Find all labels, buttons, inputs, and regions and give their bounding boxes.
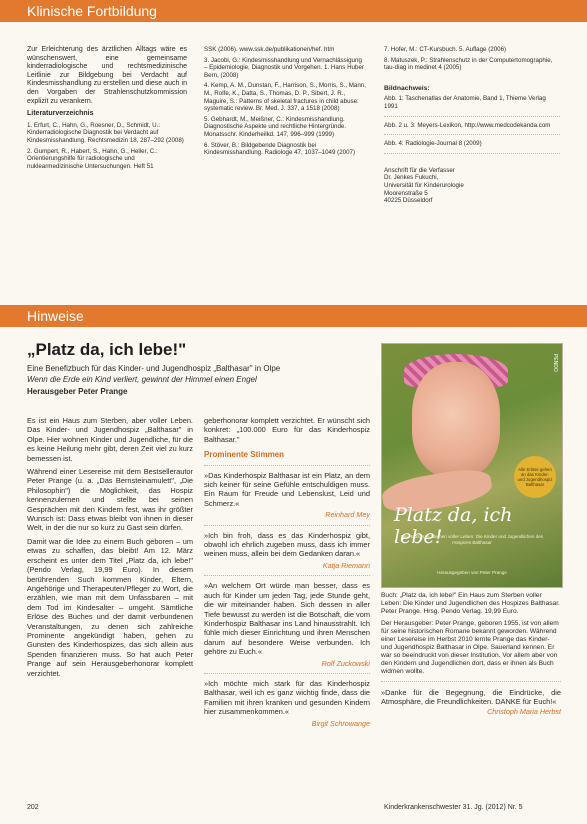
reference-6: 6. Stöver, B.: Bildgebende Diagnostik bei Kindesmisshandlung. Radiologe 47, 1037–1049 (2007) <box>204 141 356 157</box>
section-title-top: Klinische Fortbildung <box>27 3 157 19</box>
section-band-hinweise <box>0 305 587 327</box>
image-credits-heading: Bildnachweis: <box>384 84 430 92</box>
article-editor-line: Herausgeber Peter Prange <box>27 387 128 396</box>
image-credit-1: Abb. 1: Taschenatlas der Anatomie, Band 1, Thieme Verlag 1991 <box>384 95 546 110</box>
image-credit-3: Abb. 4: Radiologie-Journal 8 (2009) <box>384 140 482 148</box>
quote-author: Katja Riemann <box>322 560 370 570</box>
book-publisher: PENDO <box>552 354 558 372</box>
address-line: Moorenstraße 5 <box>384 189 428 197</box>
quote-text: »Ich bin froh, dass es das Kinderhospiz gibt, obwohl ich ehrlich zugeben muss, dass ich immer weinen muss, allein bei dem Gedanken daran.« <box>204 530 370 559</box>
book-editor: Herausgegeben von Peter Prange <box>437 570 507 575</box>
literature-heading: Literaturverzeichnis <box>27 110 94 118</box>
reference-4: 4. Kemp, A. M., Dunstan, F., Harrison, S., Morris, S., Mann, M., Rolfe, K., Datta, S., Thomas, D. P., Sibert, J. R., Maguire, S.: Patterns of skeletal fractures in child abuse: systematic review. Br. Med. J. 337, a 1518 (2008) <box>204 82 366 113</box>
quote-author: Birgit Schrowange <box>311 718 370 728</box>
address-line: 40225 Düsseldorf <box>384 197 433 205</box>
book-cover-image <box>381 343 563 588</box>
quote-text: »Ich möchte mich stark für das Kinderhospiz Balthasar, weil ich es ganz wichtig finde, dass die Familien mit ihren kranken und gesunden Kindern hier zusammenkommen.« <box>204 678 370 717</box>
article-paragraph-2: Während einer Lesereise mit dem Bestsellerautor Peter Prange (u. a. „Das Bernsteinamulett", „Die Philosophin") die Möglichkeit, das Hospiz kennenzulernen und stellte bei seinen Gesprächen mit den Kindern fest, was ihr größter Wunsch ist: Dass etwas bleibt von ihnen in dieser Welt, in der die nur so kurz zu Gast sein dürfen. <box>27 467 193 533</box>
editor-bio: Der Herausgeber: Peter Prange, geboren 1955, ist von allem für seine historischen Romane bekannt geworden. Während einer Lesereise im Herbst 2010 lernte Prange das Kinder- und Jugendhospiz Balthasar in Olpe. Sauerland kennen. Er war so beeindruckt von dieser Institution. Vor allem aber von den Kindern und Jugendlichen dort, dass er ihnen als Buch widmen wollte. <box>381 620 559 675</box>
child-face-shape <box>412 362 500 477</box>
article-paragraph-3: Damit war die Idee zu einem Buch geboren – um etwas zu schaffen, das bleibt! Am 12. März erscheint es unter dem Titel „Platz da, ich lebe!" (Pendo Verlag, 19,99 Euro). In diesem berührenden Such kommen Kinder, Eltern, Angehörige und Therapeuten/Pfleger zu Wort, die erzählen, wie man mit dem Unfassbaren – mit dem Tod im Kindesalter – umgeht. Sämtliche Erlöse des Buches und der damit verbundenen Veranstaltungen, zu denen sich zahlreiche Prominente angekündigt haben, gehen zu Gunsten des Kinderhospizes, das sich allein aus Spenden finanzieren muss. So hat auch Peter Prange auf sein Herausgeberhonorar komplett verzichtet. <box>27 536 193 678</box>
reference-2-cont: SSK (2006). www.ssk.de/publikationen/hef. htm <box>204 46 335 53</box>
book-title: Platz da, ich lebe! <box>394 504 513 548</box>
quote-text: »An welchem Ort würde man besser, dass es auch für Kinder um jeden Tag, jede Stunde geht, die wir miteinander haben. Sich dessen in aller Tiefe bewusst zu werden ist die Botschaft, die vom Kinderhospiz Balthasar ins Land hinausstrahlt. Ich fühle mich dieser Einrichtung und ihren Menschen darum auf besondere Weise verbunden. Ich gehöre zu Euch.« <box>204 581 370 657</box>
reference-7: 7. Hofer, M.: CT-Kursbuch. 5. Auflage (2006) <box>384 46 507 53</box>
image-credit-2: Abb. 2 u. 3: Meyers-Lexikon, http://www.medcodekanda.com <box>384 121 551 129</box>
section-title-hinweise: Hinweise <box>27 308 84 324</box>
article-column-1 <box>27 416 193 682</box>
book-blurb: Ein Haus zum Sterben voller Leben: Die Kinder und Jugendlichen des Hospizes Balthasar <box>400 534 544 545</box>
article-paragraph-4: geberhonorar komplett verzichtet. Er wünscht sich konkret: „100.000 Euro für das Kinderhospiz Balthasar." <box>204 416 370 444</box>
address-line: Anschrift für die Verfasser <box>384 166 455 174</box>
quote-author: Rolf Zuckowski <box>321 658 370 668</box>
prominent-voices-heading: Prominente Stimmen <box>204 450 285 460</box>
top-column-1 <box>27 46 187 173</box>
book-sidebar <box>381 592 561 719</box>
top-column-3 <box>384 46 560 205</box>
quote-text: »Das Kinderhospiz Balthasar ist ein Platz, an dem sich keiner für seine Gefühle entschuldigen muss. Ein Raum für Freude und Lebenslust, Leid und Schmerz.« <box>204 470 370 508</box>
reference-2: 2. Gumpert, R., Habert, S., Hahn, G., Heller, C.: Orientierungshilfe für radiologische und nuklearmedizinische Untersuchungen. Heft 51 <box>27 147 158 170</box>
journal-reference: Kinderkrankenschwester 31. Jg. (2012) Nr. 5 <box>384 804 523 811</box>
book-badge: Alle Erlöse gehen an das Kinder- und Jugendhospiz Balthasar <box>514 456 556 498</box>
article-column-2 <box>204 416 370 731</box>
reference-8: 8. Matuszek, P.: Strahlenschutz in der Computertomographie, tau-diag in medinet 4 (2005) <box>384 56 553 72</box>
article-paragraph-1: Es ist ein Haus zum Sterben, aber voller Leben. Das Kinder- und Jugendhospiz „Balthasar" in Olpe. Hier wohnen Kinder und Jugendliche, für die es keine Heilung mehr gibt, deren Zeit viel zu kurz bemessen ist. <box>27 416 193 463</box>
top-column-2 <box>204 46 366 160</box>
article-tagline: Wenn die Erde ein Kind verliert, gewinnt der Himmel einen Engel <box>27 375 257 384</box>
address-line: Dr. Jenkes Fukuchi, <box>384 174 439 182</box>
reference-1: 1. Erfurt, C., Hahn, G., Roesner, D., Schmidt, U.: Kinderradiologische Diagnostik bei Verdacht auf Kindesmisshandlung. Rechtsmedizin 18, 287–292 (2008) <box>27 121 184 144</box>
page-number: 202 <box>27 804 39 811</box>
article-subtitle: Eine Benefizbuch für das Kinder- und Jugendhospiz „Balthasar" in Olpe <box>27 364 281 373</box>
reference-3: 3. Jacobi, G.: Kindesmisshandlung und Vernachlässigung – Epidemiologie, Diagnostik und Vorgehen. 1. Hans Huber Bern, (2008) <box>204 56 364 79</box>
final-quote-author: Christoph Maria Herbst <box>487 707 561 716</box>
quote-author: Reinhard Mey <box>325 510 370 520</box>
book-caption: Buch: „Platz da, ich lebe!" Ein Haus zum Sterben voller Leben: Die Kinder und Jugendlichen des Hospizes Balthasar. Peter Prange. Hrsg. Pendo Verlag. 19,99 Euro. <box>381 592 560 615</box>
address-line: Universität für Kinderurologie <box>384 181 464 189</box>
author-address <box>384 167 560 205</box>
article-title: „Platz da, ich lebe!" <box>27 340 187 359</box>
final-quote: »Danke für die Begegnung, die Eindrücke, die Atmosphäre, die Freundlichkeiten. DANKE für Euch!« <box>381 688 561 706</box>
conclusion-paragraph: Zur Erleichterung des ärztlichen Alltags wäre es wünschenswert, eine gemeinsame kinderradiologische und rechtsmedizinische Leitlinie zur Bildgebung bei Verdacht auf Kindesmisshandlung zu erstellen und diese auch in den Vorgaben der Strahlenschutzkommission explizit zu verankern. <box>27 46 187 105</box>
reference-5: 5. Gebhardt, M., Meißner, C.: Kindesmisshandlung. Diagnostische Aspekte und rechtliche Hintergründe. Monatsschr. Kinderheilkd. 147, 996–999 (1999) <box>204 115 347 138</box>
